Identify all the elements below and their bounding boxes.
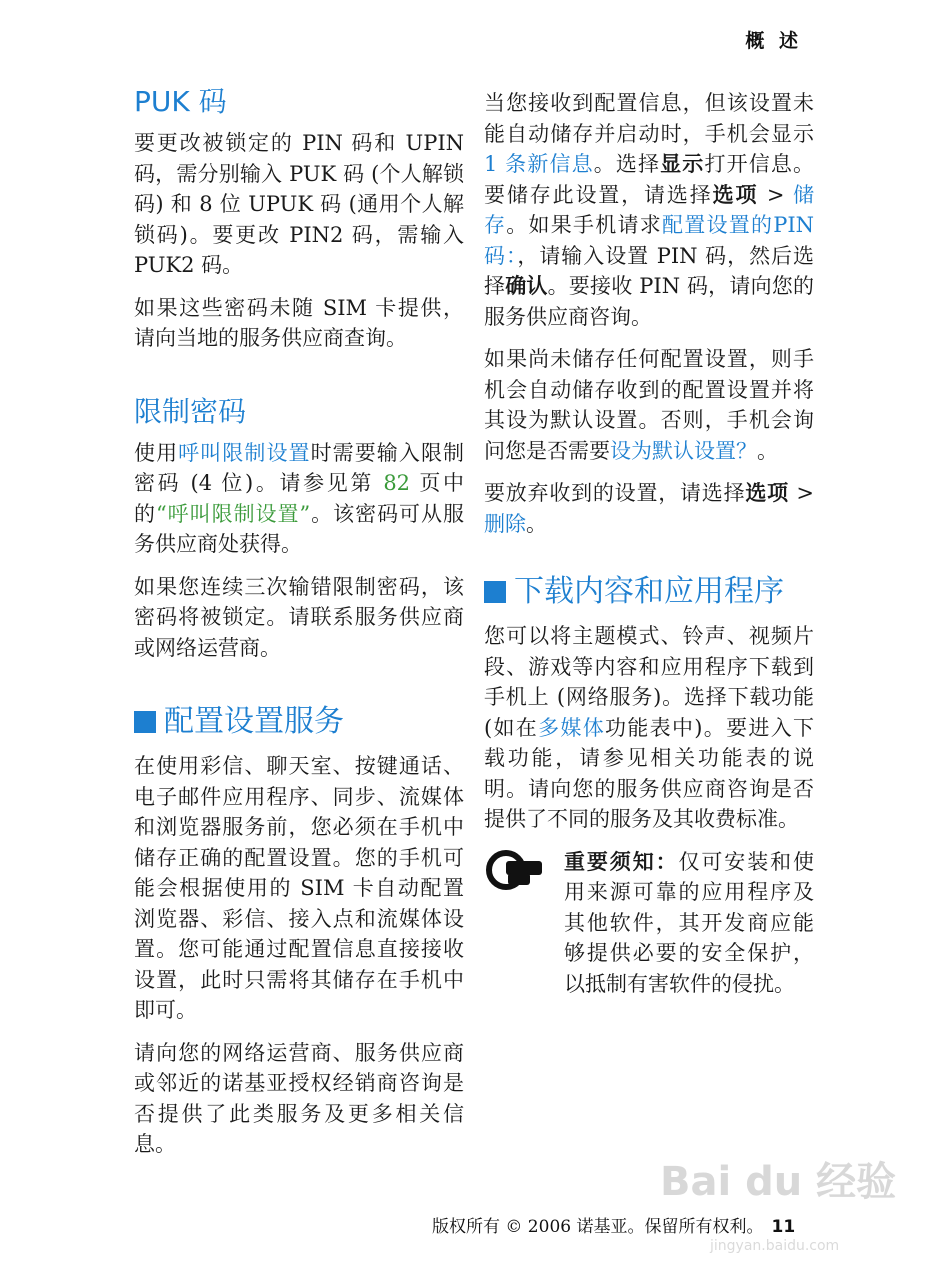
set-default-prompt: 设为默认设置？: [610, 438, 757, 463]
delete-command: 删除: [484, 511, 526, 536]
text-run: 时需要输入限制密码 (4 位)。请参见第: [134, 440, 465, 495]
right-column: [484, 88, 814, 1011]
puk-code-heading: PUK 码: [134, 85, 227, 118]
text-run: 。选择: [593, 152, 661, 176]
text-run: >: [758, 182, 794, 207]
text-run: 当您接收到配置信息，但该设置未能自动储存并启动时，手机会显示: [484, 91, 814, 146]
default-settings-paragraph: [484, 344, 814, 466]
text-run: 。要接收 PIN 码，请向您的服务供应商咨询。: [484, 274, 814, 329]
text-run: 要放弃收到的设置，请选择: [484, 481, 746, 505]
text-run: 页中的: [134, 471, 464, 526]
hand-pointer-icon: [484, 847, 546, 893]
text-run: 。: [526, 511, 547, 536]
text-run: 。如果手机请求: [506, 213, 662, 237]
multimedia-link[interactable]: 多媒体: [538, 715, 606, 740]
text-run: 使用: [134, 440, 179, 465]
barring-paragraph-1: [134, 438, 464, 560]
config-paragraph-2: 请向您的网络运营商、服务供应商或邻近的诺基亚授权经销商咨询是否提供了此类服务及更多相关信息。: [134, 1040, 464, 1156]
call-barring-link[interactable]: 呼叫限制设置: [178, 440, 311, 465]
options-command: 选项: [745, 480, 789, 505]
options-command: 选项: [712, 181, 759, 207]
puk-paragraph-1: 要更改被锁定的 PIN 码和 UPIN 码，需分别输入 PUK 码 (个人解锁码) 和 8 位 UPUK 码 (通用个人解锁码)。要更改 PIN2 码，需输入 PUK2 码。: [134, 131, 464, 277]
download-paragraph: [484, 621, 814, 835]
page-reference-link[interactable]: 82: [383, 471, 411, 495]
important-note: [484, 847, 814, 1012]
config-service-heading: [134, 701, 464, 743]
save-command: 储存: [484, 182, 815, 237]
page-number: 11: [771, 1217, 796, 1237]
discard-settings-paragraph: [484, 478, 814, 539]
text-run: 您可以将主题模式、铃声、视频片段、游戏等内容和应用程序下载到手机上 (网络服务)。选择下载功能 (如在: [484, 624, 814, 740]
section-header: 概 述: [745, 30, 802, 52]
heading-text: 配置设置服务: [164, 704, 344, 739]
text-run: 仅可安装和使用来源可靠的应用程序及其他软件，其开发商应能够提供必要的安全保护，以抵制有害软件的侵扰。: [564, 849, 814, 996]
text-run: ，请输入设置 PIN 码，然后选择: [484, 243, 814, 298]
text-run: 打开信息。要储存此设置，请选择: [484, 152, 814, 207]
text-run: 。: [757, 438, 778, 463]
baidu-watermark-url: jingyan.baidu.com: [710, 1238, 840, 1254]
new-message-text: 1 条新信息: [484, 152, 594, 176]
copyright-text: 版权所有 © 2006 诺基亚。保留所有权利。: [432, 1217, 764, 1237]
baidu-watermark-logo: Bai du 经验: [660, 1159, 897, 1205]
heading-text: 下载内容和应用程序: [514, 574, 784, 609]
note-label: 重要须知：: [564, 848, 679, 874]
text-run: 。该密码可从服务供应商处获得。: [134, 501, 464, 556]
note-text: [564, 847, 814, 1000]
barring-code-heading: 限制密码: [134, 394, 247, 428]
config-receive-paragraph: [484, 88, 814, 332]
heading-square-icon: [134, 711, 156, 733]
puk-paragraph-2: 如果这些密码未随 SIM 卡提供，请向当地的服务供应商查询。: [134, 295, 464, 350]
section-reference-link[interactable]: “呼叫限制设置”: [155, 501, 311, 526]
barring-paragraph-2: 如果您连续三次输错限制密码，该密码将被锁定。请联系服务供应商或网络运营商。: [134, 574, 464, 660]
heading-square-icon: [484, 581, 506, 603]
page-footer: [432, 1212, 795, 1237]
config-pin-prompt: 配置设置的PIN码：: [484, 213, 814, 268]
confirm-command: 确认: [505, 273, 548, 298]
text-run: >: [788, 481, 814, 505]
download-heading: [484, 571, 814, 613]
config-paragraph-1: 在使用彩信、聊天室、按键通话、电子邮件应用程序、同步、流媒体和浏览器服务前，您必须在手机中储存正确的配置设置。您的手机可能会根据使用的 SIM 卡自动配置浏览器、彩信、接入点和流媒体设置。您可能通过配置信息直接接收设置，此时只需将其储存在手机中即可。: [134, 754, 464, 1022]
text-run: 如果尚未储存任何配置设置，则手机会自动储存收到的配置设置并将其设为默认设置。否则，手机会询问您是否需要: [484, 347, 814, 463]
text-run: 功能表中)。要进入下载功能，请参见相关功能表的说明。请向您的服务供应商咨询是否提供了不同的服务及其收费标准。: [484, 715, 814, 831]
show-command: 显示: [660, 151, 705, 176]
left-column: [134, 82, 464, 1172]
